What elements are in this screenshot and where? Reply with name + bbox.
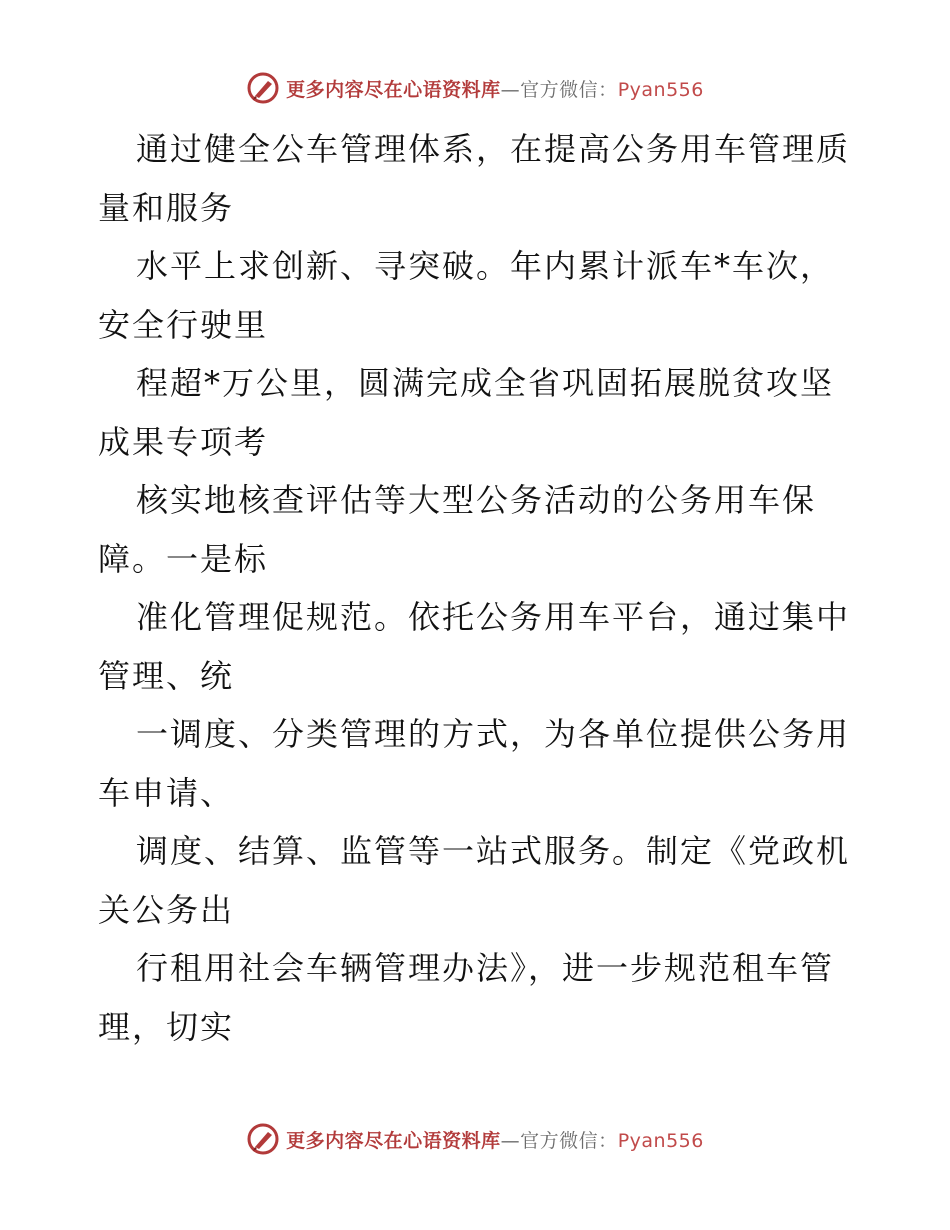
paragraph <box>98 939 858 1056</box>
paragraph-line: 程超*万公里，圆满完成全省巩固拓展脱贫攻坚 <box>136 364 835 402</box>
document-body <box>98 120 858 1056</box>
paragraph <box>98 588 858 705</box>
paragraph <box>98 120 858 237</box>
paragraph-line: 准化管理促规范。依托公务用车平台，通过集中 <box>136 598 851 636</box>
paragraph <box>98 822 858 939</box>
paragraph-line: 行租用社会车辆管理办法》，进一步规范租车管 <box>136 949 835 987</box>
paragraph-line: 管理、统 <box>98 656 235 695</box>
paragraph-line: 核实地核查评估等大型公务活动的公务用车保 <box>136 481 817 519</box>
watermark-brand: 更多内容尽在心语资料库 <box>286 78 501 101</box>
watermark-wechat-id: Pyan556 <box>617 1129 704 1152</box>
paragraph <box>98 471 858 588</box>
paragraph-line: 量和服务 <box>98 188 235 227</box>
pen-logo-icon <box>246 71 280 105</box>
pen-logo-icon <box>246 1122 280 1156</box>
paragraph-line: 一调度、分类管理的方式，为各单位提供公务用 <box>136 715 851 753</box>
watermark-wechat-label: —官方微信： <box>500 78 618 101</box>
paragraph-line: 水平上求创新、寻突破。年内累计派车*车次， <box>136 247 835 285</box>
paragraph <box>98 705 858 822</box>
paragraph <box>98 354 858 471</box>
paragraph-line: 理，切实 <box>98 1007 235 1046</box>
paragraph <box>98 237 858 354</box>
watermark-wechat-id: Pyan556 <box>617 78 704 101</box>
paragraph-line: 安全行驶里 <box>98 305 269 344</box>
paragraph-line: 车申请、 <box>98 773 235 812</box>
paragraph-line: 关公务出 <box>98 890 235 929</box>
watermark-text <box>286 1126 704 1153</box>
paragraph-line: 通过健全公车管理体系，在提高公务用车管理质 <box>136 130 851 168</box>
header-watermark <box>0 68 950 108</box>
footer-watermark <box>0 1119 950 1159</box>
watermark-wechat-label: —官方微信： <box>500 1129 618 1152</box>
watermark-text <box>286 75 704 102</box>
paragraph-line: 成果专项考 <box>98 422 269 461</box>
paragraph-line: 调度、结算、监管等一站式服务。制定《党政机 <box>136 832 851 870</box>
watermark-brand: 更多内容尽在心语资料库 <box>286 1129 501 1152</box>
paragraph-line: 障。一是标 <box>98 539 269 578</box>
